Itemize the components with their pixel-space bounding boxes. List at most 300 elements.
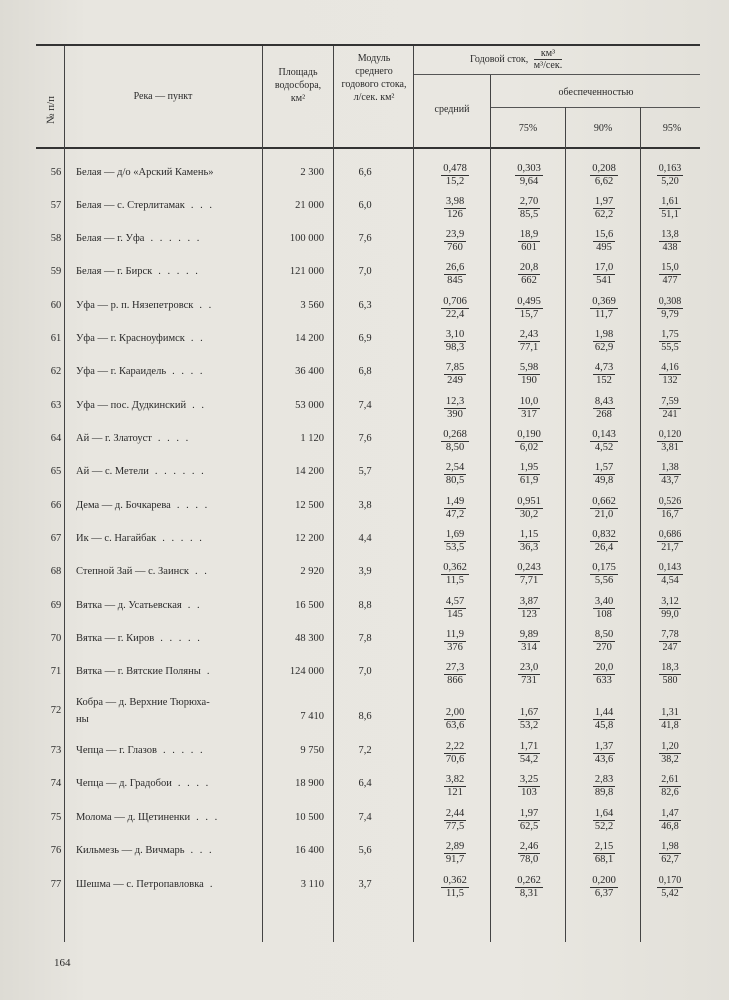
mean-flow-km3: 26,6	[445, 262, 465, 273]
flow-p95-m3s: 5,42	[661, 888, 679, 899]
flow-p75-km3: 0,190	[517, 429, 541, 440]
flow-p90	[574, 529, 634, 554]
header-p75: 75%	[518, 123, 538, 134]
row-number: 70	[50, 633, 62, 644]
flow-p95	[647, 562, 693, 587]
leader-dots: . .	[190, 333, 205, 344]
leader-dots: . . . . .	[160, 633, 202, 644]
table-row	[0, 776, 729, 806]
mean-flow	[425, 196, 485, 221]
flow-p75-km3: 1,71	[519, 741, 539, 752]
mean-flow-km3: 27,3	[445, 662, 465, 673]
flow-p95-m3s: 43,7	[661, 475, 679, 486]
runoff-module: 7,0	[358, 266, 372, 277]
flow-p95-m3s: 241	[662, 409, 678, 420]
flow-p95-m3s: 477	[662, 275, 678, 286]
flow-p90-m3s: 268	[596, 409, 612, 420]
mean-flow-m3s: 866	[447, 675, 463, 686]
flow-p90-km3: 0,143	[592, 429, 616, 440]
river-point	[76, 697, 266, 725]
flow-p90-km3: 1,64	[594, 808, 614, 819]
river-point-name: Кобра — д. Верхние Тюрюха-	[76, 697, 210, 708]
mean-flow-km3: 12,3	[445, 396, 465, 407]
flow-p75-km3: 1,67	[519, 707, 539, 718]
sub-rule-flow	[414, 74, 700, 75]
flow-p90-m3s: 5,56	[594, 575, 614, 586]
flow-p75-m3s: 123	[521, 609, 537, 620]
header-prob-group: обеспеченностью	[558, 87, 634, 98]
flow-p75	[499, 562, 559, 587]
mean-flow-km3: 1,49	[445, 496, 465, 507]
sub-rule-prob	[490, 107, 700, 108]
flow-p95-km3: 18,3	[661, 662, 679, 673]
flow-p75-km3: 0,951	[517, 496, 541, 507]
flow-p90	[574, 163, 634, 188]
mean-flow-km3: 3,10	[445, 329, 465, 340]
flow-p95-m3s: 46,8	[661, 821, 679, 832]
row-number: 77	[50, 879, 62, 890]
river-point	[76, 633, 266, 644]
mean-flow-m3s: 760	[447, 242, 463, 253]
row-number: 56	[50, 167, 62, 178]
flow-p90-km3: 1,98	[594, 329, 614, 340]
flow-p95-m3s: 99,0	[661, 609, 679, 620]
flow-p90-km3: 4,73	[594, 362, 614, 373]
runoff-module: 6,6	[358, 167, 372, 178]
flow-p90-m3s: 21,0	[594, 509, 614, 520]
table-row	[0, 743, 729, 773]
runoff-module: 6,4	[358, 778, 372, 789]
flow-p95-m3s: 38,2	[661, 754, 679, 765]
mean-flow-km3: 0,478	[443, 163, 467, 174]
flow-p95	[647, 429, 693, 454]
flow-p95-m3s: 4,54	[661, 575, 679, 586]
flow-p75	[499, 196, 559, 221]
flow-p75-m3s: 53,2	[519, 720, 539, 731]
flow-p95	[647, 662, 693, 687]
catchment-area: 12 200	[295, 533, 324, 544]
leader-dots: . . . . . .	[154, 466, 206, 477]
mean-flow-km3: 2,89	[445, 841, 465, 852]
flow-p90-m3s: 62,2	[594, 209, 614, 220]
table-row	[0, 843, 729, 873]
flow-p95	[647, 774, 693, 799]
flow-p95-m3s: 51,1	[661, 209, 679, 220]
mean-flow-m3s: 80,5	[445, 475, 465, 486]
river-point-name: Ай — с. Метели	[76, 466, 149, 477]
flow-p90	[574, 262, 634, 287]
flow-p95-km3: 0,526	[658, 496, 682, 507]
river-point-name: Ик — с. Нагайбак	[76, 533, 157, 544]
table-row	[0, 231, 729, 261]
flow-p95	[647, 596, 693, 621]
runoff-module: 5,6	[358, 845, 372, 856]
flow-p75-m3s: 62,5	[519, 821, 539, 832]
leader-dots: . . .	[190, 845, 214, 856]
river-point	[76, 233, 266, 244]
leader-dots: . .	[194, 566, 209, 577]
flow-p75	[499, 296, 559, 321]
river-point	[76, 500, 266, 511]
flow-p75	[499, 429, 559, 454]
leader-dots: . . . .	[172, 366, 205, 377]
mean-flow-km3: 7,85	[445, 362, 465, 373]
mean-flow-m3s: 11,5	[446, 575, 464, 586]
flow-p90-km3: 8,43	[594, 396, 614, 407]
mean-flow	[425, 296, 485, 321]
flow-p90-m3s: 6,37	[594, 888, 614, 899]
flow-p90-km3: 2,15	[594, 841, 614, 852]
river-point	[76, 778, 266, 789]
catchment-area: 100 000	[289, 233, 324, 244]
flow-p90-m3s: 152	[596, 375, 612, 386]
flow-p95	[647, 296, 693, 321]
leader-dots: . . . . .	[162, 533, 204, 544]
flow-p75-km3: 3,87	[519, 596, 539, 607]
flow-p90-m3s: 108	[596, 609, 612, 620]
header-flow-units-bottom: м³/сек.	[533, 60, 563, 71]
flow-p90	[574, 774, 634, 799]
catchment-area: 3 560	[300, 300, 324, 311]
mean-flow-m3s: 126	[447, 209, 463, 220]
flow-p75-m3s: 54,2	[519, 754, 539, 765]
flow-p90-m3s: 633	[596, 675, 612, 686]
row-number: 73	[50, 745, 62, 756]
leader-dots: . . .	[190, 200, 215, 211]
header-flow-units	[534, 48, 562, 71]
flow-p75-km3: 1,95	[519, 462, 539, 473]
header-flow-label: Годовой сток,	[470, 54, 529, 65]
flow-p95	[647, 396, 693, 421]
mean-flow-km3: 11,9	[446, 629, 464, 640]
header-p95: 95%	[662, 123, 682, 134]
mean-flow-m3s: 53,5	[445, 542, 465, 553]
leader-dots: .	[209, 879, 215, 890]
row-number: 71	[50, 666, 62, 677]
flow-p95-m3s: 41,8	[661, 720, 679, 731]
table-row	[0, 364, 729, 394]
mean-flow-m3s: 47,2	[445, 509, 465, 520]
catchment-area: 9 750	[300, 745, 324, 756]
flow-p75-km3: 1,15	[519, 529, 539, 540]
flow-p95	[647, 808, 693, 833]
header-river: Река — пункт	[133, 91, 193, 102]
row-number: 65	[50, 466, 62, 477]
table-row	[0, 431, 729, 461]
river-point-name: Молома — д. Щетиненки	[76, 812, 191, 823]
flow-p90-m3s: 11,7	[595, 309, 613, 320]
river-point-name-cont: ны	[76, 714, 89, 725]
flow-p75	[499, 808, 559, 833]
runoff-module: 7,2	[358, 745, 372, 756]
flow-p95-km3: 7,59	[661, 396, 679, 407]
mean-flow-km3: 3,82	[445, 774, 465, 785]
runoff-module: 7,4	[358, 812, 372, 823]
flow-p95	[647, 196, 693, 221]
mean-flow	[425, 163, 485, 188]
runoff-module: 7,6	[358, 233, 372, 244]
table-row	[0, 165, 729, 195]
runoff-module: 5,7	[358, 466, 372, 477]
flow-p75-m3s: 731	[521, 675, 537, 686]
catchment-area: 16 400	[295, 845, 324, 856]
mean-flow-m3s: 376	[447, 642, 463, 653]
flow-p75-m3s: 30,2	[519, 509, 539, 520]
river-point	[76, 433, 266, 444]
flow-p75-km3: 10,0	[519, 396, 539, 407]
flow-p90-m3s: 541	[596, 275, 612, 286]
flow-p75-m3s: 190	[521, 375, 537, 386]
flow-p90-km3: 0,175	[592, 562, 616, 573]
flow-p90-km3: 0,832	[592, 529, 616, 540]
river-point-name: Шешма — с. Петропавловка	[76, 879, 204, 890]
mean-flow-m3s: 77,5	[445, 821, 465, 832]
flow-p90-km3: 17,0	[594, 262, 614, 273]
table-row	[0, 697, 729, 733]
flow-p90	[574, 462, 634, 487]
flow-p90-km3: 3,40	[594, 596, 614, 607]
river-point-name: Уфа — пос. Дудкинский	[76, 400, 187, 411]
flow-p90-m3s: 270	[596, 642, 612, 653]
runoff-module: 6,3	[358, 300, 372, 311]
flow-p75	[499, 841, 559, 866]
river-point-name: Вятка — д. Усатьевская	[76, 600, 182, 611]
mean-flow-m3s: 845	[447, 275, 463, 286]
flow-p75	[499, 496, 559, 521]
flow-p95	[647, 262, 693, 287]
flow-p75-m3s: 314	[521, 642, 537, 653]
flow-p90-km3: 1,37	[594, 741, 614, 752]
flow-p95-m3s: 16,7	[661, 509, 679, 520]
flow-p75-m3s: 103	[521, 787, 537, 798]
flow-p90-km3: 2,83	[594, 774, 614, 785]
flow-p95	[647, 741, 693, 766]
flow-p95-km3: 7,78	[661, 629, 679, 640]
flow-p90	[574, 841, 634, 866]
mean-flow-m3s: 22,4	[445, 309, 465, 320]
flow-p95-km3: 3,12	[661, 596, 679, 607]
row-number: 62	[50, 366, 62, 377]
mean-flow	[425, 707, 485, 732]
row-number: 66	[50, 500, 62, 511]
mean-flow	[425, 562, 485, 587]
river-point-name: Уфа — г. Красноуфимск	[76, 333, 185, 344]
flow-p90-km3: 0,369	[592, 296, 616, 307]
flow-p95-m3s: 438	[662, 242, 678, 253]
mean-flow-km3: 23,9	[445, 229, 465, 240]
flow-p90-km3: 1,44	[594, 707, 614, 718]
flow-p75	[499, 229, 559, 254]
row-number: 76	[50, 845, 62, 856]
river-point-name: Вятка — г. Вятские Поляны	[76, 666, 201, 677]
runoff-module: 8,6	[358, 711, 372, 722]
table-row	[0, 598, 729, 628]
flow-p90-m3s: 89,8	[594, 787, 614, 798]
flow-p75-km3: 0,243	[517, 562, 541, 573]
row-number: 59	[50, 266, 62, 277]
mean-flow	[425, 229, 485, 254]
mean-flow-m3s: 249	[447, 375, 463, 386]
leader-dots: . .	[187, 600, 202, 611]
river-point	[76, 333, 266, 344]
header-mean: средний	[434, 104, 470, 115]
river-point-name: Кильмезь — д. Вичмарь	[76, 845, 185, 856]
flow-p95-m3s: 5,20	[661, 176, 679, 187]
mean-flow-m3s: 91,7	[445, 854, 465, 865]
mean-flow	[425, 741, 485, 766]
flow-p75	[499, 362, 559, 387]
flow-p75	[499, 741, 559, 766]
catchment-area: 3 110	[300, 879, 324, 890]
flow-p75	[499, 329, 559, 354]
flow-p90	[574, 707, 634, 732]
mean-flow	[425, 662, 485, 687]
catchment-area: 14 200	[295, 466, 324, 477]
flow-p90	[574, 329, 634, 354]
runoff-module: 6,0	[358, 200, 372, 211]
flow-p75	[499, 875, 559, 900]
table-row	[0, 531, 729, 561]
leader-dots: . . . .	[176, 500, 210, 511]
mean-flow-km3: 0,706	[443, 296, 467, 307]
flow-p75	[499, 396, 559, 421]
mean-flow	[425, 496, 485, 521]
flow-p90-km3: 8,50	[594, 629, 614, 640]
mean-flow-km3: 2,44	[445, 808, 465, 819]
flow-p90	[574, 496, 634, 521]
table-row	[0, 464, 729, 494]
mean-flow-km3: 2,54	[445, 462, 465, 473]
mean-flow	[425, 362, 485, 387]
catchment-area: 18 900	[295, 778, 324, 789]
river-point-name: Белая — с. Стерлитамак	[76, 200, 185, 211]
flow-p95-km3: 15,0	[661, 262, 679, 273]
flow-p90-m3s: 43,6	[594, 754, 614, 765]
mean-flow-m3s: 8,50	[445, 442, 465, 453]
flow-p90-m3s: 45,8	[594, 720, 614, 731]
mean-flow	[425, 429, 485, 454]
row-number: 69	[50, 600, 62, 611]
table-row	[0, 198, 729, 228]
mean-flow	[425, 262, 485, 287]
flow-p75-km3: 1,97	[519, 808, 539, 819]
river-point	[76, 845, 266, 856]
mean-flow-km3: 4,57	[445, 596, 465, 607]
river-point	[76, 266, 266, 277]
flow-p95-km3: 1,98	[661, 841, 679, 852]
table-row	[0, 664, 729, 694]
flow-p95-km3: 2,61	[661, 774, 679, 785]
leader-dots: . . . .	[177, 778, 211, 789]
flow-p75-km3: 2,43	[519, 329, 539, 340]
flow-p75-km3: 2,46	[519, 841, 539, 852]
mean-flow-m3s: 145	[447, 609, 463, 620]
header-p90: 90%	[593, 123, 613, 134]
catchment-area: 10 500	[295, 812, 324, 823]
runoff-module: 4,4	[358, 533, 372, 544]
flow-p75	[499, 529, 559, 554]
river-point	[76, 666, 266, 677]
flow-p75-m3s: 36,3	[519, 542, 539, 553]
flow-p75-m3s: 7,71	[519, 575, 539, 586]
row-number: 60	[50, 300, 62, 311]
flow-p95-m3s: 21,7	[661, 542, 679, 553]
flow-p90-m3s: 49,8	[594, 475, 614, 486]
flow-p90	[574, 562, 634, 587]
row-number: 67	[50, 533, 62, 544]
flow-p95	[647, 707, 693, 732]
flow-p90-km3: 20,0	[594, 662, 614, 673]
flow-p90	[574, 196, 634, 221]
catchment-area: 36 400	[295, 366, 324, 377]
flow-p75-km3: 2,70	[519, 196, 539, 207]
flow-p90-m3s: 62,9	[594, 342, 614, 353]
river-point-name: Степной Зай — с. Заинск	[76, 566, 189, 577]
mean-flow	[425, 808, 485, 833]
row-number: 68	[50, 566, 62, 577]
flow-p90	[574, 741, 634, 766]
river-point	[76, 200, 266, 211]
flow-p90-m3s: 495	[596, 242, 612, 253]
catchment-area: 124 000	[289, 666, 324, 677]
flow-p75	[499, 462, 559, 487]
runoff-module: 8,8	[358, 600, 372, 611]
table-row	[0, 877, 729, 907]
river-point	[76, 533, 266, 544]
river-point	[76, 400, 266, 411]
flow-p75-m3s: 15,7	[519, 309, 539, 320]
flow-p90	[574, 629, 634, 654]
flow-p75-m3s: 662	[521, 275, 537, 286]
flow-p95-m3s: 9,79	[661, 309, 679, 320]
flow-p90	[574, 296, 634, 321]
header-module: Модуль среднего годового стока, л/сек. км²	[341, 53, 407, 103]
flow-p90-km3: 0,662	[592, 496, 616, 507]
catchment-area: 2 920	[300, 566, 324, 577]
flow-p95-km3: 4,16	[661, 362, 679, 373]
flow-p75-km3: 23,0	[519, 662, 539, 673]
top-rule	[36, 44, 700, 46]
mean-flow	[425, 629, 485, 654]
flow-p75-m3s: 317	[521, 409, 537, 420]
flow-p95	[647, 462, 693, 487]
flow-p75-km3: 0,495	[517, 296, 541, 307]
flow-p90-m3s: 68,1	[594, 854, 614, 865]
flow-p90	[574, 229, 634, 254]
header-flow-units-top: км³	[534, 48, 562, 60]
catchment-area: 48 300	[295, 633, 324, 644]
flow-p95-km3: 1,61	[661, 196, 679, 207]
flow-p95	[647, 362, 693, 387]
flow-p75-km3: 3,25	[519, 774, 539, 785]
mean-flow	[425, 774, 485, 799]
leader-dots: . . . . .	[162, 745, 205, 756]
row-number: 64	[50, 433, 62, 444]
flow-p75-m3s: 6,02	[519, 442, 539, 453]
flow-p90	[574, 362, 634, 387]
leader-dots: . . . . .	[158, 266, 200, 277]
flow-p75-km3: 9,89	[519, 629, 539, 640]
runoff-module: 7,6	[358, 433, 372, 444]
flow-p95	[647, 329, 693, 354]
flow-p95-m3s: 62,7	[661, 854, 679, 865]
leader-dots: .	[206, 666, 212, 677]
flow-p95-km3: 0,170	[658, 875, 682, 886]
catchment-area: 12 500	[295, 500, 324, 511]
flow-p90	[574, 808, 634, 833]
flow-p75-m3s: 9,64	[519, 176, 539, 187]
flow-p75-km3: 5,98	[519, 362, 539, 373]
